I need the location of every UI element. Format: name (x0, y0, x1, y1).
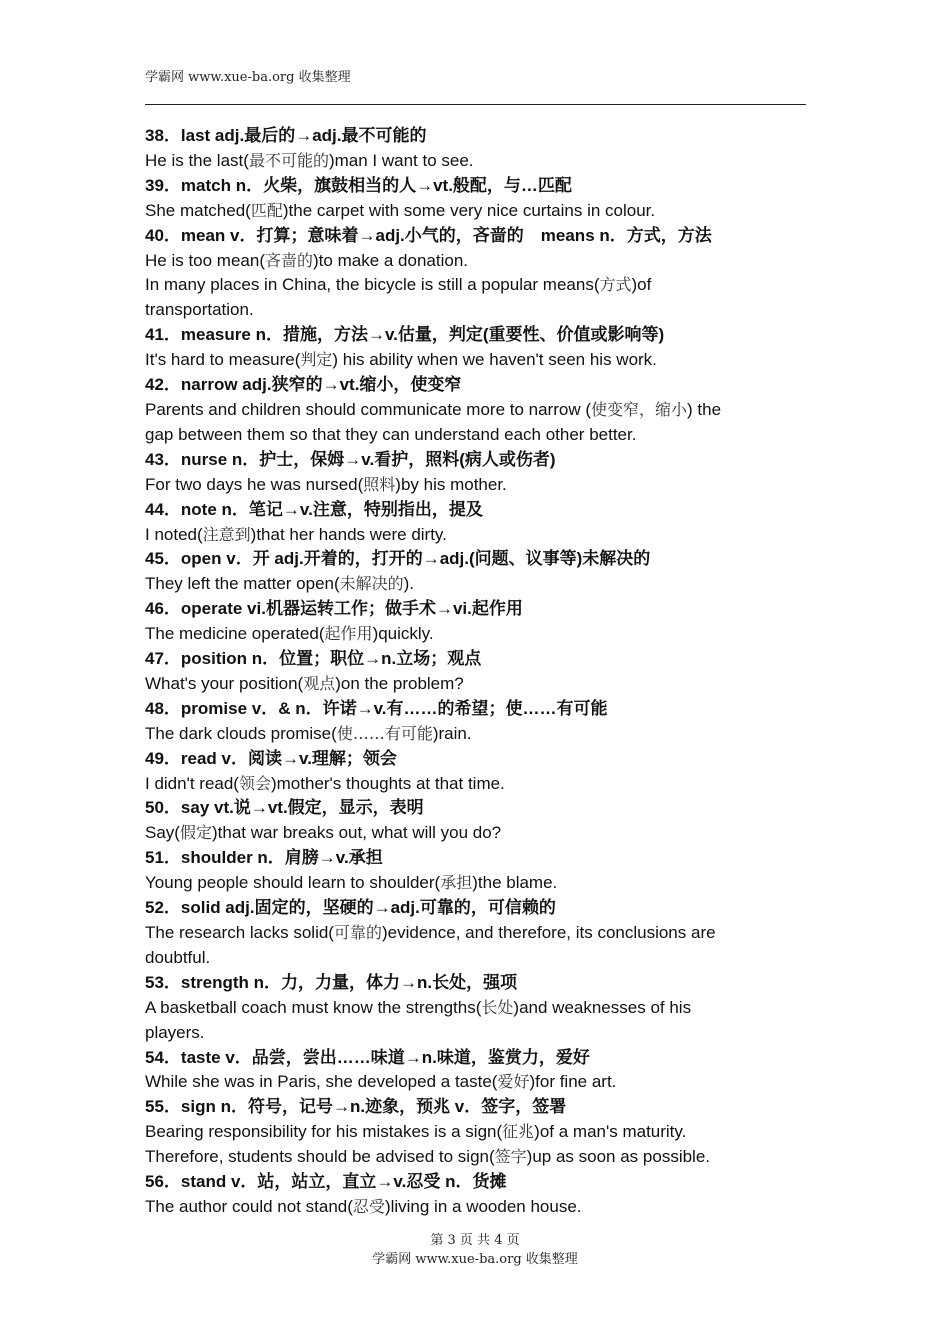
entry-headword: 56．stand v．站，站立，直立→v.忍受 n．货摊 (145, 1172, 507, 1192)
example-sentence (145, 722, 810, 747)
example-continuation: players. (145, 1022, 205, 1042)
vocab-entry (145, 747, 810, 797)
entry-headword: 55．sign n．符号，记号→n.迹象，预兆 v．签字，签署 (145, 1097, 567, 1117)
sentence-text: He is too mean( (145, 250, 265, 270)
example-sentence (145, 572, 810, 597)
sentence-text: Young people should learn to shoulder( (145, 873, 441, 893)
sentence-text: )the carpet with some very nice curtains in colour. (282, 200, 656, 220)
example-sentence (145, 149, 810, 174)
sentence-text: ) his ability when we haven't seen his work. (332, 350, 657, 370)
sentence-text: He is the last( (145, 150, 249, 170)
chinese-gloss: 领会 (238, 773, 271, 793)
chinese-gloss: 照料 (363, 474, 396, 494)
entry-headword: 43．nurse n．护士，保姆→v.看护，照料(病人或伤者) (145, 449, 556, 469)
entry-headword: 50．say vt.说→vt.假定，显示，表明 (145, 798, 424, 818)
sentence-text: ). (403, 574, 415, 594)
sentence-text: Therefore, students should be advised to sign( (145, 1147, 495, 1167)
chinese-gloss: 方式 (599, 275, 632, 295)
example-continuation: transportation. (145, 300, 254, 320)
entry-headword: 42．narrow adj.狭窄的→vt.缩小，使变窄 (145, 375, 462, 395)
sentence-text: )and weaknesses of his (513, 997, 692, 1017)
example-sentence (145, 672, 810, 697)
example-sentence (145, 273, 810, 298)
sentence-text: The research lacks solid( (145, 923, 334, 942)
page-header: 学霸网 www.xue-ba.org 收集整理 (145, 70, 351, 85)
example-sentence (145, 1195, 810, 1220)
example-sentence (145, 1120, 810, 1145)
chinese-gloss: 起作用 (324, 624, 373, 644)
sentence-text: )rain. (432, 723, 472, 743)
entry-headword: 38．last adj.最后的→adj.最不可能的 (145, 126, 427, 145)
sentence-text: They left the matter open( (145, 574, 340, 594)
sentence-text: It's hard to measure( (145, 350, 301, 370)
sentence-text: )evidence, and therefore, its conclusions are (381, 923, 716, 942)
entry-headword: 45．open v．开 adj.开着的，打开的→adj.(问题、议事等)未解决的 (145, 549, 651, 569)
sentence-text: Bearing responsibility for his mistakes is a sign( (145, 1122, 503, 1142)
vocab-entry (145, 174, 810, 224)
example-sentence (145, 821, 810, 846)
sentence-text: )on the problem? (335, 673, 464, 693)
sentence-text: )living in a wooden house. (384, 1196, 582, 1216)
sentence-text: )man I want to see. (328, 150, 474, 170)
vocab-entry (145, 373, 810, 448)
chinese-gloss: 承担 (440, 873, 473, 893)
sentence-text: The medicine operated( (145, 624, 325, 644)
vocab-entry (145, 498, 810, 548)
vocab-entry (145, 647, 810, 697)
vocab-entry (145, 448, 810, 498)
vocab-entry (145, 224, 810, 324)
entry-headword: 40．mean v．打算；意味着→adj.小气的，吝啬的 means n．方式，方法 (145, 225, 712, 245)
entry-headword: 41．measure n．措施，方法→v.估量，判定(重要性、价值或影响等) (145, 325, 665, 345)
footer-site: 学霸网 www.xue-ba.org 收集整理 (372, 1252, 578, 1267)
chinese-gloss: 吝啬的 (265, 250, 314, 270)
vocabulary-list (145, 124, 810, 1220)
example-sentence (145, 1070, 810, 1095)
entry-headword: 46．operate vi.机器运转工作；做手术→vi.起作用 (145, 599, 523, 619)
example-sentence (145, 249, 810, 274)
sentence-text: I didn't read( (145, 773, 239, 793)
vocab-entry (145, 124, 810, 174)
sentence-text: What's your position( (145, 673, 304, 693)
chinese-gloss: 忍受 (352, 1196, 385, 1216)
sentence-text: For two days he was nursed( (145, 474, 364, 494)
chinese-gloss: 假定 (179, 823, 212, 843)
sentence-text: )quickly. (372, 624, 434, 644)
sentence-text: In many places in China, the bicycle is still a popular means( (145, 275, 600, 295)
sentence-text: A basketball coach must know the strengths( (145, 997, 482, 1017)
sentence-text: She matched( (145, 200, 251, 220)
chinese-gloss: 未解决的 (339, 574, 404, 594)
chinese-gloss: 注意到 (202, 524, 251, 544)
entry-headword: 51．shoulder n．肩膀→v.承担 (145, 848, 383, 868)
sentence-text: ) the (687, 399, 722, 419)
vocab-entry (145, 846, 810, 896)
chinese-gloss: 可靠的 (333, 923, 382, 942)
entry-headword: 44．note n．笔记→v.注意，特别指出，提及 (145, 499, 483, 519)
sentence-text: )by his mother. (395, 474, 507, 494)
chinese-gloss: 判定 (300, 350, 333, 370)
sentence-text: )that war breaks out, what will you do? (211, 823, 502, 843)
entry-headword: 53．strength n．力，力量，体力→n.长处，强项 (145, 972, 518, 992)
entry-headword: 54．taste v．品尝，尝出……味道→n.味道，鉴赏力，爱好 (145, 1047, 590, 1067)
sentence-text: Parents and children should communicate more to narrow ( (145, 399, 591, 419)
sentence-text: )the blame. (472, 873, 558, 893)
chinese-gloss: 使变窄，缩小 (591, 399, 688, 419)
entry-headword: 52．solid adj.固定的，坚硬的→adj.可靠的，可信赖的 (145, 898, 556, 918)
sentence-text: )of a man's maturity. (534, 1122, 687, 1142)
sentence-text: While she was in Paris, she developed a taste( (145, 1072, 498, 1092)
chinese-gloss: 最不可能的 (248, 150, 329, 170)
sentence-text: I noted( (145, 524, 203, 544)
example-sentence (145, 473, 810, 498)
vocab-entry (145, 971, 810, 1046)
example-sentence (145, 871, 810, 896)
chinese-gloss: 征兆 (502, 1122, 535, 1142)
sentence-text: )to make a donation. (313, 250, 468, 270)
header-divider (145, 104, 806, 105)
example-continuation: gap between them so that they can understand each other better. (145, 424, 637, 444)
chinese-gloss: 使……有可能 (336, 723, 433, 743)
vocab-entry (145, 1170, 810, 1220)
example-sentence (145, 996, 810, 1021)
sentence-text: The dark clouds promise( (145, 723, 337, 743)
sentence-text: )that her hands were dirty. (250, 524, 447, 544)
sentence-text: )of (631, 275, 652, 295)
example-sentence (145, 622, 810, 647)
vocab-entry (145, 597, 810, 647)
example-sentence (145, 199, 810, 224)
example-continuation: doubtful. (145, 947, 211, 967)
page-number: 第 3 页 共 4 页 (430, 1233, 520, 1248)
example-sentence (145, 523, 810, 548)
vocab-entry (145, 1046, 810, 1096)
chinese-gloss: 匹配 (250, 200, 283, 220)
vocab-entry (145, 547, 810, 597)
example-sentence (145, 348, 810, 373)
example-sentence (145, 398, 810, 423)
vocab-entry (145, 697, 810, 747)
example-sentence (145, 1145, 810, 1170)
sentence-text: )mother's thoughts at that time. (270, 773, 505, 793)
sentence-text: )for fine art. (529, 1072, 617, 1092)
chinese-gloss: 长处 (481, 997, 514, 1017)
entry-headword: 48．promise v．& n．许诺→v.有……的希望；使……有可能 (145, 698, 608, 718)
example-sentence (145, 921, 810, 946)
vocab-entry (145, 796, 810, 846)
sentence-text: The author could not stand( (145, 1196, 353, 1216)
example-sentence (145, 772, 810, 797)
vocab-entry (145, 1095, 810, 1170)
entry-headword: 49．read v．阅读→v.理解；领会 (145, 748, 397, 768)
chinese-gloss: 观点 (303, 673, 336, 693)
entry-headword: 47．position n．位置；职位→n.立场；观点 (145, 649, 482, 669)
sentence-text: )up as soon as possible. (526, 1147, 711, 1167)
vocab-entry (145, 896, 810, 971)
vocab-entry (145, 323, 810, 373)
chinese-gloss: 签字 (494, 1147, 527, 1167)
entry-headword: 39．match n．火柴，旗鼓相当的人→vt.般配，与…匹配 (145, 175, 572, 195)
sentence-text: Say( (145, 823, 180, 843)
chinese-gloss: 爱好 (497, 1072, 530, 1092)
